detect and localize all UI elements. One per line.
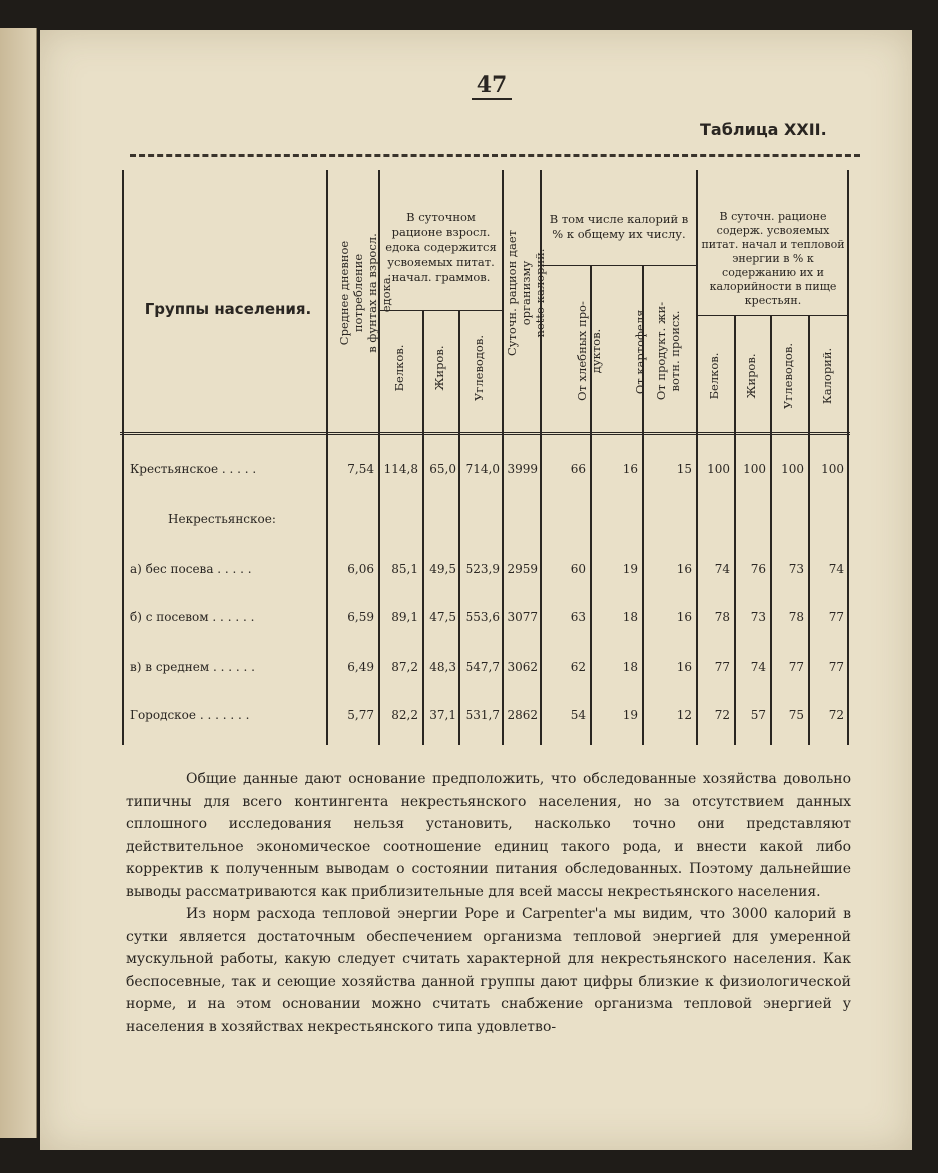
table-cell: 77	[714, 660, 730, 674]
table-cell: 16	[622, 462, 638, 476]
table-cell: 77	[828, 660, 844, 674]
row-label: Крестьянское . . . . .	[130, 462, 257, 476]
table-cell: 6,06	[347, 562, 374, 576]
table-cell: 60	[570, 562, 586, 576]
table-cell: 7,54	[347, 462, 374, 476]
table-cell: 63	[570, 610, 586, 624]
table-cell: 89,1	[391, 610, 418, 624]
subheader-rule	[540, 265, 696, 266]
ratio-header: В суточн. рационе содерж. усвояемых питат. начал и тепловой энергии в % к содержанию их и калорийности в пище крестьян.	[701, 210, 845, 307]
table-cell: 2862	[507, 708, 538, 722]
table-cell: 547,7	[465, 660, 500, 674]
table-cell: 78	[788, 610, 804, 624]
table-cell: 65,0	[429, 462, 456, 476]
col-divider	[696, 170, 698, 745]
col-divider	[502, 170, 504, 745]
proteins-header: Белков.	[392, 344, 406, 392]
data-table	[120, 170, 850, 745]
table-cell: 66	[570, 462, 586, 476]
table-cell: 85,1	[391, 562, 418, 576]
table-cell: 6,49	[347, 660, 374, 674]
table-cell: 6,59	[347, 610, 374, 624]
table-cell: 74	[828, 562, 844, 576]
table-cell: 76	[750, 562, 766, 576]
ratio-calories-header: Калорий.	[820, 347, 834, 405]
page-number: 47	[472, 72, 512, 100]
groups-header: Группы населения.	[144, 300, 312, 318]
row-label: Городское . . . . . . .	[130, 708, 250, 722]
ratio-proteins-header: Белков.	[707, 352, 721, 400]
table-title: Таблица XXII.	[700, 120, 827, 139]
table-cell: 73	[750, 610, 766, 624]
table-cell: 19	[622, 562, 638, 576]
left-page-edge	[0, 28, 37, 1138]
body-text	[126, 768, 851, 1038]
row-label: Некрестьянское:	[168, 512, 276, 526]
row-label: б) с посевом . . . . . .	[130, 610, 255, 624]
avg-daily-header: Среднее дневное потребление в фунтах на взросл. едока.	[337, 233, 393, 353]
table-cell: 714,0	[465, 462, 500, 476]
paragraph: Общие данные дают основание предположить, что обследованные хозяйства довольно типичны для всего контингента некрестьянского населения, но за отсутствием данных сплошного исследования нельзя установить, насколько точно они представляют действительное экономическое соотношение единиц такого рода, и внести какой либо корректив к полученным выводам о состоянии питания обследованных. Поэтому дальнейшие выводы рассматриваются как приблизительные для всей массы некрестьянского населения.	[126, 771, 851, 900]
col-divider	[734, 315, 736, 745]
table-cell: 100	[707, 462, 730, 476]
table-cell: 12	[676, 708, 692, 722]
table-cell: 3077	[507, 610, 538, 624]
table-cell: 553,6	[465, 610, 500, 624]
table-cell: 16	[676, 610, 692, 624]
table-cell: 114,8	[383, 462, 418, 476]
table-cell: 78	[714, 610, 730, 624]
table-cell: 75	[788, 708, 804, 722]
table-cell: 15	[676, 462, 692, 476]
table-cell: 73	[788, 562, 804, 576]
col-divider	[458, 310, 460, 745]
netto-calories-header: Суточн. рацион дает организму netto-калорий.	[505, 229, 547, 357]
col-divider	[422, 310, 424, 745]
table-cell: 5,77	[347, 708, 374, 722]
paragraph: Из норм расхода тепловой энергии Pope и Carpenter'a мы видим, что 3000 калорий в сутки является достаточным обеспечением организма тепловой энергией для умеренной мускульной работы, какую следует считать характерной для некрестьянского населения. Как беспосевные, так и сеющие хозяйства данной группы дают цифры близкие к физиологической норме, и на этом основании можно считать снабжение организма тепловой энергией у населения в хозяйствах некрестьянского типа удовлетво-	[126, 906, 851, 1035]
table-cell: 100	[781, 462, 804, 476]
table-cell: 100	[743, 462, 766, 476]
table-cell: 16	[676, 660, 692, 674]
table-cell: 72	[828, 708, 844, 722]
from-bread-header: От хлебных про- дуктов.	[575, 301, 603, 401]
row-label: в) в среднем . . . . . .	[130, 660, 255, 674]
table-cell: 523,9	[465, 562, 500, 576]
table-cell: 87,2	[391, 660, 418, 674]
table-cell: 62	[570, 660, 586, 674]
table-cell: 100	[821, 462, 844, 476]
row-label: а) бес посева . . . . .	[130, 562, 252, 576]
from-animal-header: От продукт. жи- вотн. происх.	[654, 301, 682, 401]
table-cell: 48,3	[429, 660, 456, 674]
ratio-fats-header: Жиров.	[744, 353, 758, 399]
table-cell: 2959	[507, 562, 538, 576]
table-cell: 82,2	[391, 708, 418, 722]
table-cell: 74	[750, 660, 766, 674]
table-cell: 531,7	[465, 708, 500, 722]
subheader-rule	[378, 310, 502, 311]
book-page	[40, 30, 912, 1150]
ratio-carbs-header: Углеводов.	[781, 343, 795, 409]
table-top-rule	[130, 154, 860, 157]
table-cell: 3999	[507, 462, 538, 476]
table-cell: 77	[828, 610, 844, 624]
col-divider	[770, 315, 772, 745]
table-cell: 3062	[507, 660, 538, 674]
table-border-left	[122, 170, 124, 745]
table-cell: 77	[788, 660, 804, 674]
from-potato-header: От картофеля.	[633, 305, 647, 395]
table-border-right	[847, 170, 849, 745]
table-cell: 72	[714, 708, 730, 722]
header-bottom-rule	[120, 432, 850, 435]
table-cell: 18	[622, 610, 638, 624]
table-cell: 54	[570, 708, 586, 722]
fats-header: Жиров.	[432, 345, 446, 391]
daily-ration-header: В суточном рационе взросл. едока содержится усвояемых питат. начал. граммов.	[385, 210, 497, 284]
col-divider	[808, 315, 810, 745]
table-cell: 49,5	[429, 562, 456, 576]
table-cell: 37,1	[429, 708, 456, 722]
subheader-rule	[696, 315, 847, 316]
carbs-header: Углеводов.	[472, 335, 486, 401]
table-cell: 74	[714, 562, 730, 576]
table-cell: 47,5	[429, 610, 456, 624]
table-cell: 18	[622, 660, 638, 674]
col-divider	[326, 170, 328, 745]
calories-pct-header: В том числе калорий в % к общему их числу.	[549, 212, 689, 241]
table-cell: 19	[622, 708, 638, 722]
table-cell: 57	[750, 708, 766, 722]
table-cell: 16	[676, 562, 692, 576]
